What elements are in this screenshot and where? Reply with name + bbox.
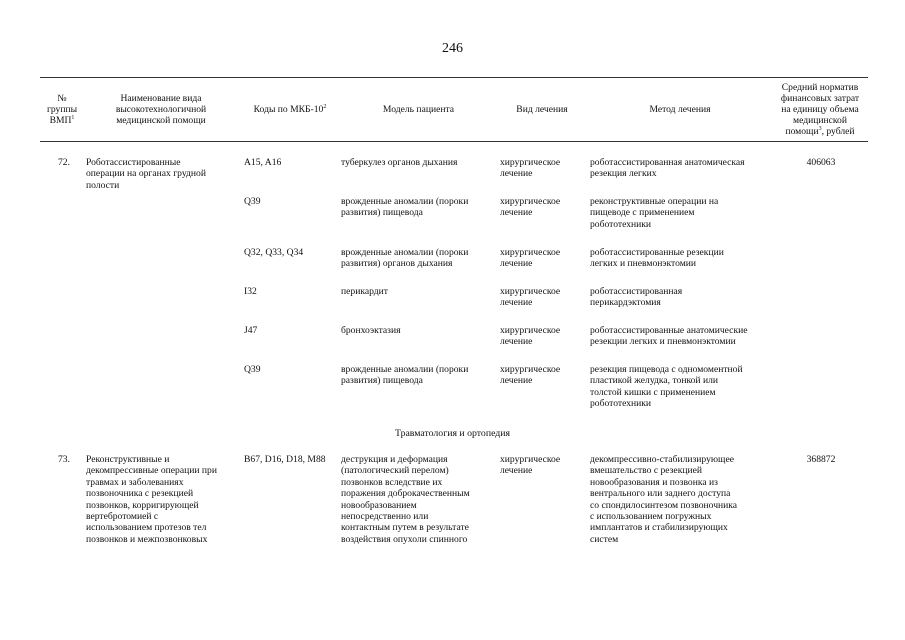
- group-number: 72.: [58, 157, 70, 168]
- treatment-type: хирургическое лечение: [500, 454, 561, 477]
- icd-code: B67, D16, D18, M88: [244, 454, 326, 465]
- patient-model: туберкулез органов дыхания: [341, 157, 458, 168]
- patient-model: деструкция и деформация (патологический перелом) позвонков вследствие их поражения доброкачественным новообразованием непосредственно или контактным путем в результате воздействия опухоли спинного: [341, 454, 470, 545]
- patient-model: перикардит: [341, 286, 388, 297]
- header-group-number: № группы ВМП$^1$: [46, 92, 78, 126]
- treatment-type: хирургическое лечение: [500, 157, 561, 180]
- treatment-type: хирургическое лечение: [500, 247, 561, 270]
- patient-model: бронхоэктазия: [341, 325, 401, 336]
- treatment-type: хирургическое лечение: [500, 325, 561, 348]
- icd-code: Q39: [244, 364, 261, 375]
- treatment-method: роботассистированная перикардэктомия: [590, 286, 683, 309]
- icd-code: J47: [244, 325, 258, 336]
- header-icd-codes: Коды по МКБ-$10^2$: [253, 103, 327, 115]
- header-patient-model: Модель пациента: [382, 103, 455, 115]
- treatment-type: хирургическое лечение: [500, 364, 561, 387]
- average-cost: 406063: [806, 157, 836, 168]
- treatment-type: хирургическое лечение: [500, 196, 561, 219]
- icd-code: I32: [244, 286, 257, 297]
- header-average-cost: Средний норматив финансовых затрат на единицу объема медицинской помощи$^3$, рублей: [780, 81, 860, 137]
- patient-model: врожденные аномалии (пороки развития) органов дыхания: [341, 247, 469, 270]
- icd-code: Q39: [244, 196, 261, 207]
- treatment-method: декомпрессивно-стабилизирующее вмешательство с резекцией новообразования и позвонка из вентрального или заднего доступа со спондилосинтезом позвоночника с использованием погружных имплантатов и стабилизирующих систем: [590, 454, 738, 545]
- header-treatment-type: Вид лечения: [516, 103, 568, 115]
- section-title: Травматология и ортопедия: [394, 428, 511, 439]
- care-type-name: Роботассистированные операции на органах грудной полости: [86, 157, 206, 191]
- table-header-bottom-border: [40, 141, 868, 142]
- icd-code: Q32, Q33, Q34: [244, 247, 304, 258]
- care-type-name: Реконструктивные и декомпрессивные операции при травмах и заболеваниях позвоночника с резекцией позвонков, корригирующей вертебротомией с использованием протезов тел позвонков и межпозвонковых: [86, 454, 217, 545]
- group-number: 73.: [58, 454, 70, 465]
- header-care-type: Наименование вида высокотехнологичной медицинской помощи: [115, 92, 207, 126]
- treatment-method: роботассистированные анатомические резекции легких и пневмонэктомии: [590, 325, 748, 348]
- treatment-method: роботассистированные резекции легких и пневмонэктомии: [590, 247, 724, 270]
- treatment-method: реконструктивные операции на пищеводе с применением робототехники: [590, 196, 719, 230]
- treatment-method: резекция пищевода с одномоментной пластикой желудка, тонкой или толстой кишки с применением робототехники: [590, 364, 743, 410]
- patient-model: врожденные аномалии (пороки развития) пищевода: [341, 364, 469, 387]
- page-number: 246: [442, 41, 463, 56]
- treatment-method: роботассистированная анатомическая резекция легких: [590, 157, 745, 180]
- patient-model: врожденные аномалии (пороки развития) пищевода: [341, 196, 469, 219]
- treatment-type: хирургическое лечение: [500, 286, 561, 309]
- header-treatment-method: Метод лечения: [649, 103, 711, 115]
- icd-code: A15, A16: [244, 157, 282, 168]
- average-cost: 368872: [806, 454, 836, 465]
